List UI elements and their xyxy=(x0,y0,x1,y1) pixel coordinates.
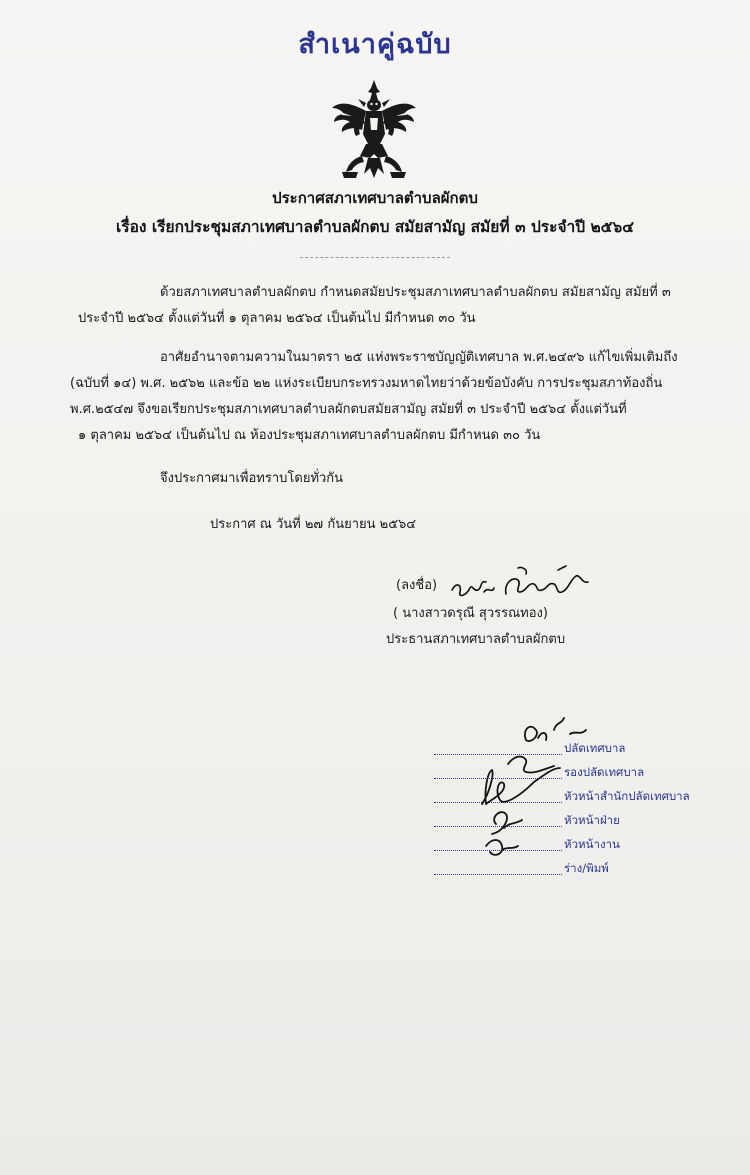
title-divider xyxy=(300,257,450,258)
announce-date-line: ประกาศ ณ วันที่ ๒๗ กันยายน ๒๕๖๔ xyxy=(210,517,417,532)
signature-label: (ลงชื่อ) xyxy=(396,578,438,593)
paragraph-2 xyxy=(70,345,678,449)
paragraph-1-line: ด้วยสภาเทศบาลตำบลผักตบ กำหนดสมัยประชุมสภาเทศบาลตำบลผักตบ สมัยสามัญ สมัยที่ ๓ xyxy=(160,285,671,300)
paragraph-2-line: ๑ ตุลาคม ๒๕๖๔ เป็นต้นไป ณ ห้องประชุมสภาเทศบาลตำบลผักตบ มีกำหนด ๓๐ วัน xyxy=(78,428,541,443)
closing-text xyxy=(78,466,678,492)
copy-stamp: สำเนาคู่ฉบับ xyxy=(298,29,452,60)
announce-date xyxy=(78,512,678,538)
approval-label: ปลัดเทศบาล xyxy=(564,741,626,755)
paragraph-1 xyxy=(78,280,678,332)
approval-label: รองปลัดเทศบาล xyxy=(564,765,645,779)
closing-line: จึงประกาศมาเพื่อทราบโดยทั่วกัน xyxy=(160,471,344,486)
paragraph-1-line: ประจำปี ๒๕๖๔ ตั้งแต่วันที่ ๑ ตุลาคม ๒๕๖๔ เป็นต้นไป มีกำหนด ๓๐ วัน xyxy=(78,311,476,326)
garuda-emblem-icon xyxy=(328,78,420,182)
signer-position: ประธานสภาเทศบาลตำบลผักตบ xyxy=(386,632,566,647)
approval-label: หัวหน้าสำนักปลัดเทศบาล xyxy=(564,789,690,803)
announcement-subject: เรื่อง เรียกประชุมสภาเทศบาลตำบลผักตบ สมัยสามัญ สมัยที่ ๓ ประจำปี ๒๕๖๔ xyxy=(115,218,634,236)
handwritten-initials-icon xyxy=(430,700,650,890)
approval-label: ร่าง/พิมพ์ xyxy=(564,861,609,875)
announcement-title: ประกาศสภาเทศบาลตำบลผักตบ xyxy=(272,189,478,207)
paragraph-2-line: (ฉบับที่ ๑๔) พ.ศ. ๒๕๖๒ และข้อ ๒๒ แห่งระเบียบกระทรวงมหาดไทยว่าด้วยข้อบังคับ การประชุมสภาท้องถิ่น xyxy=(70,376,663,391)
signer-name: ( นางสาวดรุณี สุวรรณทอง) xyxy=(393,606,548,621)
paragraph-2-line: อาศัยอำนาจตามความในมาตรา ๒๕ แห่งพระราชบัญญัติเทศบาล พ.ศ.๒๔๙๖ แก้ไขเพิ่มเติมถึง xyxy=(160,350,678,365)
approval-label: หัวหน้างาน xyxy=(564,837,620,851)
paragraph-2-line: พ.ศ.๒๕๔๗ จึงขอเรียกประชุมสภาเทศบาลตำบลผักตบสมัยสามัญ สมัยที่ ๓ ประจำปี ๒๕๖๔ ตั้งแต่วันที่ xyxy=(70,402,627,417)
approval-label: หัวหน้าฝ่าย xyxy=(564,813,620,827)
